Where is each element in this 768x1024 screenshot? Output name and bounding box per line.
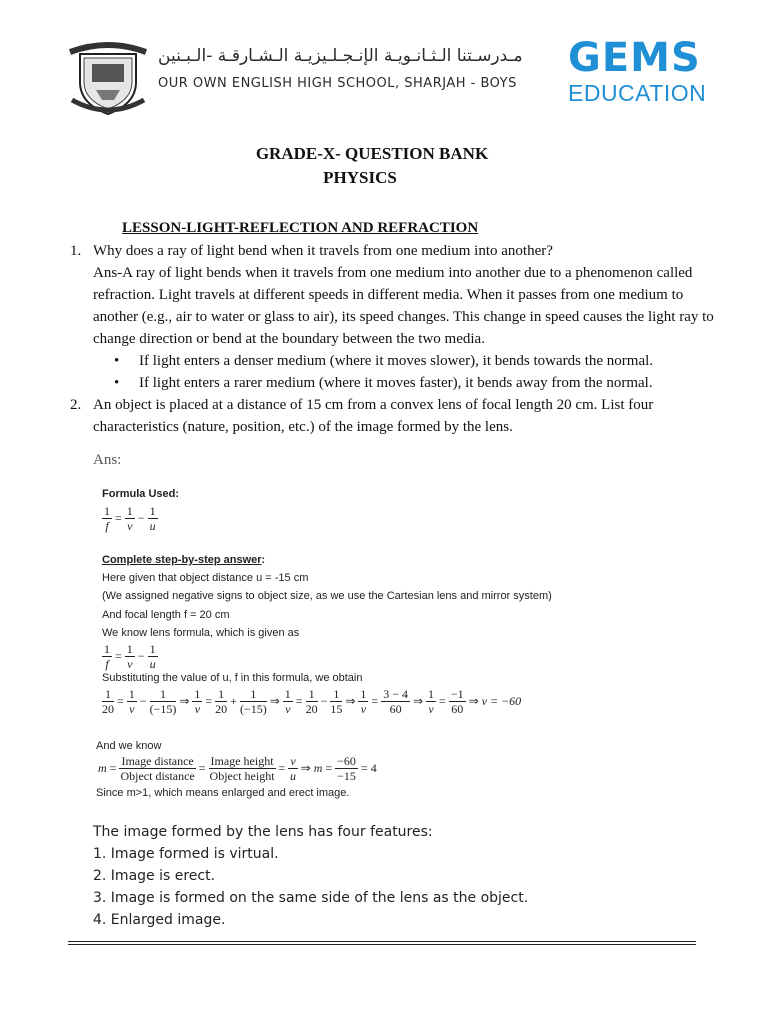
answer-label: Ans: xyxy=(93,452,122,468)
subject-title: PHYSICS xyxy=(323,168,397,187)
list-item: 2. Image is erect. xyxy=(93,868,216,884)
page-title: GRADE-X- QUESTION BANK xyxy=(255,144,489,163)
lens-formula-2: $\frac{1}{f}$ = $\frac{1}{v}$ − $\frac{1}{u}$ xyxy=(104,642,156,671)
sign-note: (We assigned negative signs to object size, as we use the Cartesian lens and mirror system) xyxy=(102,590,552,602)
gems-logo: GEMS xyxy=(568,35,701,81)
list-item: 1. Image formed is virtual. xyxy=(93,846,279,862)
given-u: Here given that object distance u = -15 cm xyxy=(102,572,309,584)
solution-figure xyxy=(96,484,652,804)
question-text: Why does a ray of light bend when it travels from one medium into another? xyxy=(93,243,553,259)
footer-divider xyxy=(68,944,696,945)
school-crest-logo xyxy=(64,38,152,118)
know-formula: We know lens formula, which is given as xyxy=(102,627,300,639)
substitution-equation: $\frac{1}{20}$ = $\frac{1}{v}$ − $\frac{1}{(-15)}$ ⇒ $\frac{1}{v}$ = $\frac{1}{20}$ + $\frac{1}{(-15)}$ ⇒ $\frac{1}{v}$ = $\frac{1}{20}$ − $\frac{1}{15}$ ⇒ $\frac{1}{v}$ = $\frac{3 - 4}{60}$ ⇒ $\frac{1}{v}$ = $\frac{-1}{60}$ ⇒ v = −60 xyxy=(102,687,522,716)
substituting-text: Substituting the value of u, f in this formula, we obtain xyxy=(102,672,363,684)
gems-education-logo: EDUCATION xyxy=(568,80,707,106)
question-text: An object is placed at a distance of 15 cm from a convex lens of focal length 20 cm. List four characteristics (nature, position, etc.) of the image formed by the lens. xyxy=(93,397,654,435)
question-number: 2. xyxy=(70,397,82,413)
magnification-equation: m = $\frac{\text{Image distance}}{\text{Object distance}}$ = $\frac{\text{Image height}}{\text{Object height}}$ = $\frac{v}{u}$ ⇒ m = $\frac{-60}{-15}$ = 4 xyxy=(98,754,377,783)
conclusion-text: Since m>1, which means enlarged and erect image. xyxy=(96,787,350,799)
lens-formula: $\frac{1}{f}$ = $\frac{1}{v}$ − $\frac{1}{u}$ xyxy=(104,504,156,533)
given-f: And focal length f = 20 cm xyxy=(102,609,230,621)
steps-heading: Complete step-by-step answer: xyxy=(102,554,266,566)
lesson-heading: LESSON-LIGHT-REFLECTION AND REFRACTION xyxy=(122,220,479,236)
footer-divider xyxy=(68,941,696,942)
school-name-english: OUR OWN ENGLISH HIGH SCHOOL, SHARJAH - BOYS xyxy=(158,76,517,91)
list-item: 3. Image is formed on the same side of the lens as the object. xyxy=(93,890,529,906)
list-item: 4. Enlarged image. xyxy=(93,912,226,928)
and-we-know: And we know xyxy=(96,740,162,752)
features-intro: The image formed by the lens has four features: xyxy=(93,824,433,840)
formula-heading: Formula Used: xyxy=(102,488,180,500)
document-page: مـدرسـتنا الـثـانـويـة الإنـجـلـيزيـة الـشـارقـة -الـبـنين OUR OWN ENGLISH HIGH SCHOOL, SHARJAH - BOYS GEMS EDUCATION GRADE-X- QUESTION BANK PHYSICS LESSON-LIGHT-REFLECTION AND REFRACTION 1. Why does a ray of light bend when it travels from one medium into another? Ans-A ray of light bends when it travels from one medium into another due to a phenomenon called refraction. Light travels at different speeds in different media. When it passes from one medium to another (e.g., air to water or glass to air), its speed changes. This change in speed causes the light ray to change direction or bend at the boundary between the two media. • If light enters a denser medium (where it moves slower), it bends towards the normal. • If light enters a rarer medium (where it moves faster), it bends away from the normal. 2. An object is placed at a distance of 15 cm from a convex lens of focal length 20 cm. List four characteristics (nature, position, etc.) of the image formed by the lens. Ans: Formula Used: $\frac{1}{f}$ = $\frac{1}{v}$ − $\frac{1}{u}$ Complete step-by-step answer: Here given that object distance u = -15 cm (We assigned negative signs to object size, as we use the Cartesian lens and mirror system) And focal length f = 20 cm We know lens formula, which is given as $\frac{1}{f}$ = $\frac{1}{v}$ − $\frac{1}{u}$ Substituting the value of u, f in this formula, we obtain $\frac{1}{20}$ = $\frac{1}{v}$ − $\frac{1}{(-15)}$ ⇒ $\frac{1}{v}$ = $\frac{1}{20}$ + $\frac{1}{(-15)}$ ⇒ $\frac{1}{v}$ = $\frac{1}{20}$ − $\frac{1}{15}$ ⇒ $\frac{1}{v}$ = $\frac{3 - 4}{60}$ ⇒ $\frac{1}{v}$ = $\frac{-1}{60}$ ⇒ v = −60 And we know m = $\frac{\text{Image distance}}{\text{Object distance}}$ = $\frac{\text{Image height}}{\text{Object height}}$ = $\frac{v}{u}$ ⇒ m = $\frac{-60}{-15}$ = 4 Since m>1, which means enlarged and erect image. The image formed by the lens has four features: 1. Image formed is virtual. 2. Image is erect. 3. Image is formed on the same side of the lens as the object. 4. Enlarged image. xyxy=(0,0,768,1024)
school-name-arabic: مـدرسـتنا الـثـانـويـة الإنـجـلـيزيـة الـشـارقـة -الـبـنين xyxy=(158,46,523,66)
question-number: 1. xyxy=(70,243,82,259)
answer-1: Ans-A ray of light bends when it travels from one medium into another due to a phenomenon called refraction. Light travels at different speeds in different media. When it passes from one medium to another (e.g., air to water or glass to air), its speed changes. This change in speed causes the light ray to change direction or bend at the boundary between the two media. xyxy=(93,265,714,347)
